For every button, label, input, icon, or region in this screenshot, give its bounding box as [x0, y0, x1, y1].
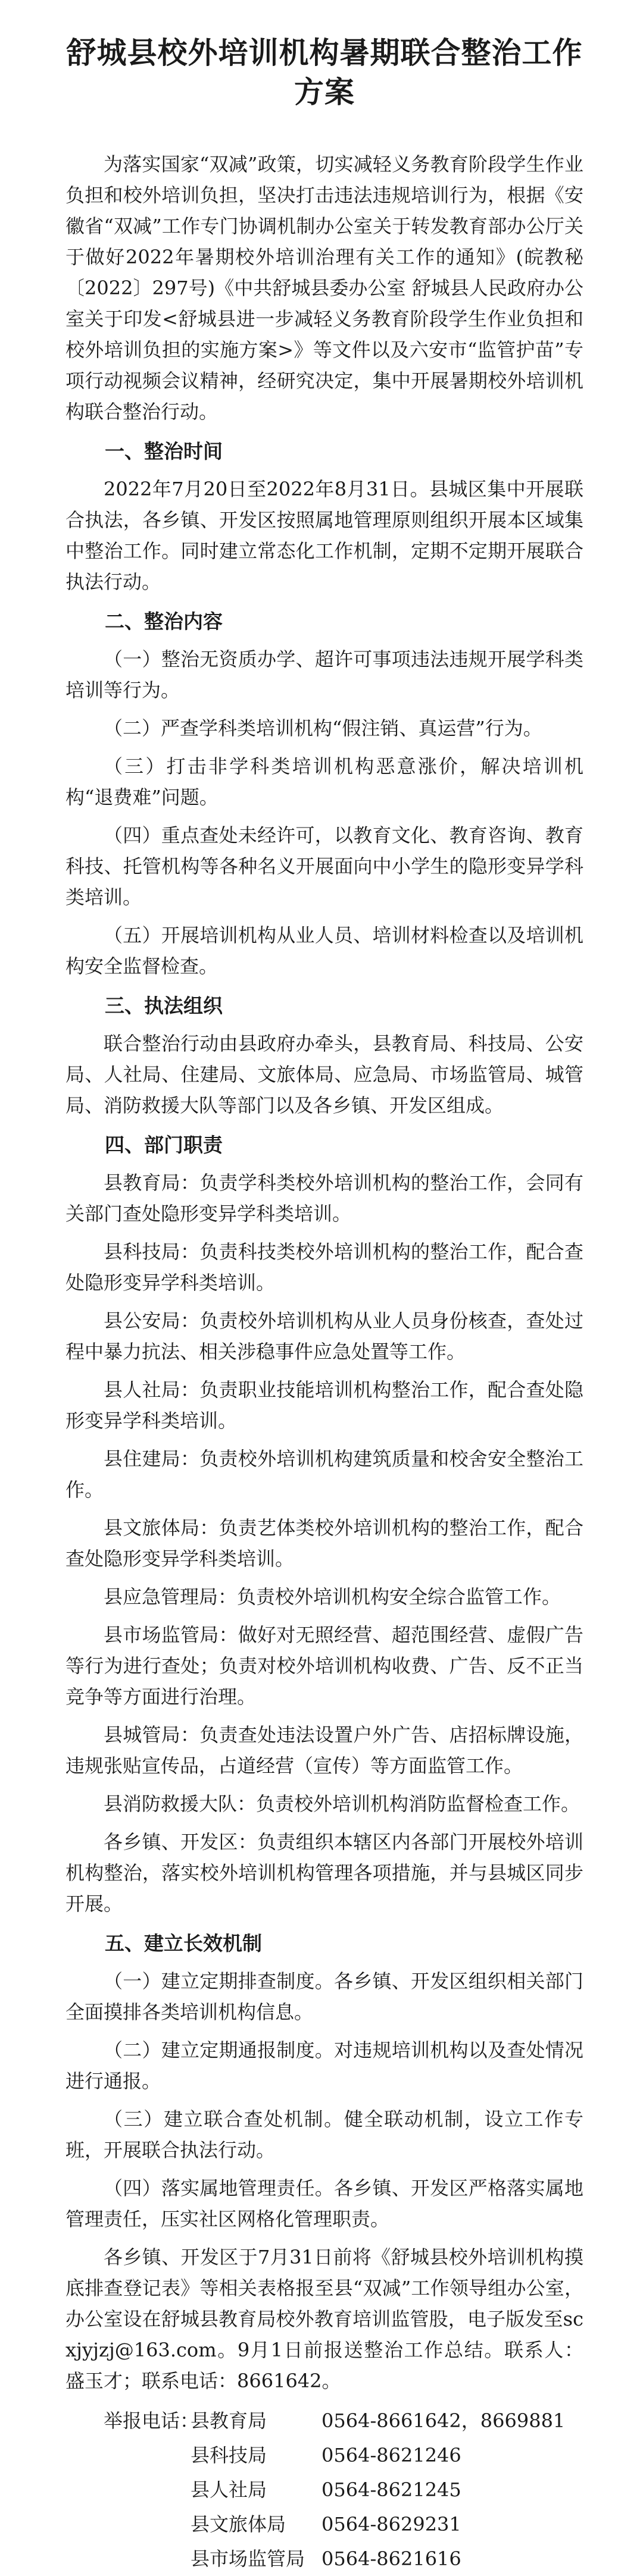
paragraph: 县消防救援大队：负责校外培训机构消防监督检查工作。: [104, 1792, 580, 1815]
contact-row: [65, 2472, 583, 2507]
paragraph: （四）重点查处未经许可，以教育文化、教育咨询、教育科技、托管机构等各种名义开展面向中小学生的隐形变异学科类培训。: [65, 824, 583, 908]
paragraph: （三）建立联合查处机制。健全联动机制，设立工作专班，开展联合执法行动。: [65, 2108, 583, 2161]
contact-dept: 县教育局: [191, 2409, 267, 2432]
paragraph: 各乡镇、开发区：负责组织本辖区内各部门开展校外培训机构整治，落实校外培训机构管理各项措施，并与县城区同步开展。: [65, 1831, 583, 1915]
paragraph: 联合整治行动由县政府办牵头，县教育局、科技局、公安局、人社局、住建局、文旅体局、应急局、市场监管局、城管局、消防救援大队等部门以及各乡镇、开发区组成。: [65, 1032, 583, 1117]
contact-phone: 0564-8661642，8669881: [322, 2409, 566, 2432]
paragraph: 各乡镇、开发区于7月31日前将《舒城县校外培训机构摸底排查登记表》等相关表格报至县“双减”工作领导组办公室，办公室设在舒城县教育局校外教育培训监管股，电子版发至scxjyjzj@163.com。9月1日前报送整治工作总结。联系人：盛玉才；联系电话：8661642。: [65, 2246, 583, 2392]
paragraph: 县住建局：负责校外培训机构建筑质量和校舍安全整治工作。: [65, 1447, 583, 1501]
paragraph: （一）建立定期排查制度。各乡镇、开发区组织相关部门全面摸排各类培训机构信息。: [65, 1970, 583, 2023]
contact-phone: 0564-8621616: [322, 2547, 461, 2570]
paragraph: （三）打击非学科类培训机构恶意涨价，解决培训机构“退费难”问题。: [65, 755, 583, 808]
document-title: 舒城县校外培训机构暑期联合整治工作方案: [66, 36, 583, 109]
paragraph: 县教育局：负责学科类校外培训机构的整治工作，会同有关部门查处隐形变异学科类培训。: [65, 1171, 583, 1225]
paragraph: （二）严查学科类培训机构“假注销、真运营”行为。: [104, 717, 542, 739]
paragraph: （五）开展培训机构从业人员、培训材料检查以及培训机构安全监督检查。: [65, 924, 583, 977]
paragraph: 县应急管理局：负责校外培训机构安全综合监管工作。: [104, 1585, 561, 1608]
contact-phone: 0564-8621246: [322, 2444, 461, 2467]
paragraph: 县公安局：负责校外培训机构从业人员身份核查，查处过程中暴力抗法、相关涉稳事件应急处置等工作。: [65, 1309, 583, 1363]
report-phone-list: [65, 2403, 583, 2576]
paragraph: 2022年7月20日至2022年8月31日。县城区集中开展联合执法，各乡镇、开发区按照属地管理原则组织开展本区域集中整治工作。同时建立常态化工作机制，定期不定期开展联合执法行动。: [65, 478, 583, 593]
paragraph: 县人社局：负责职业技能培训机构整治工作，配合查处隐形变异学科类培训。: [65, 1378, 583, 1432]
intro-paragraph: 为落实国家“双减”政策，切实减轻义务教育阶段学生作业负担和校外培训负担，坚决打击违法违规培训行为，根据《安徽省“双减”工作专门协调机制办公室关于转发教育部办公厅关于做好2022年暑期校外培训治理有关工作的通知》(皖教秘〔2022〕297号)《中共舒城县委办公室 舒城县人民政府办公室关于印发<舒城县进一步减轻义务教育阶段学生作业负担和校外培训负担的实施方案>》等文件以及六安市“监管护苗”专项行动视频会议精神，经研究决定，集中开展暑期校外培训机构联合整治行动。: [65, 153, 583, 423]
contact-dept: 县科技局: [191, 2444, 267, 2467]
section-heading: 三、执法组织: [105, 994, 223, 1017]
section-heading: 四、部门职责: [105, 1133, 223, 1157]
section-heading: 二、整治内容: [105, 610, 223, 633]
sections: [65, 435, 583, 2396]
contact-dept: 县人社局: [191, 2478, 267, 2501]
paragraph: （一）整治无资质办学、超许可事项违法违规开展学科类培训等行为。: [65, 648, 583, 701]
report-phone-label: 举报电话：: [104, 2409, 199, 2432]
paragraph: （四）落实属地管理责任。各乡镇、开发区严格落实属地管理责任，压实社区网格化管理职责。: [65, 2177, 583, 2230]
contact-row: [65, 2541, 583, 2576]
paragraph: 县城管局：负责查处违法设置户外广告、店招标牌设施，违规张贴宣传品，占道经营（宣传）等方面监管工作。: [65, 1723, 583, 1777]
section-heading: 一、整治时间: [105, 440, 223, 463]
contact-dept: 县市场监管局: [191, 2547, 305, 2570]
contact-dept: 县文旅体局: [191, 2513, 286, 2536]
section-heading: 五、建立长效机制: [105, 1932, 262, 1955]
contact-row: [65, 2403, 583, 2438]
paragraph: （二）建立定期通报制度。对违规培训机构以及查处情况进行通报。: [65, 2039, 583, 2092]
paragraph: 县科技局：负责科技类校外培训机构的整治工作，配合查处隐形变异学科类培训。: [65, 1240, 583, 1294]
contact-phone: 0564-8629231: [322, 2513, 461, 2536]
paragraph: 县市场监管局：做好对无照经营、超范围经营、虚假广告等行为进行查处；负责对校外培训机构收费、广告、反不正当竞争等方面进行治理。: [65, 1624, 583, 1708]
paragraph: 县文旅体局：负责艺体类校外培训机构的整治工作，配合查处隐形变异学科类培训。: [65, 1516, 583, 1570]
contact-row: [65, 2438, 583, 2472]
contact-row: [65, 2507, 583, 2541]
contact-phone: 0564-8621245: [322, 2478, 461, 2501]
